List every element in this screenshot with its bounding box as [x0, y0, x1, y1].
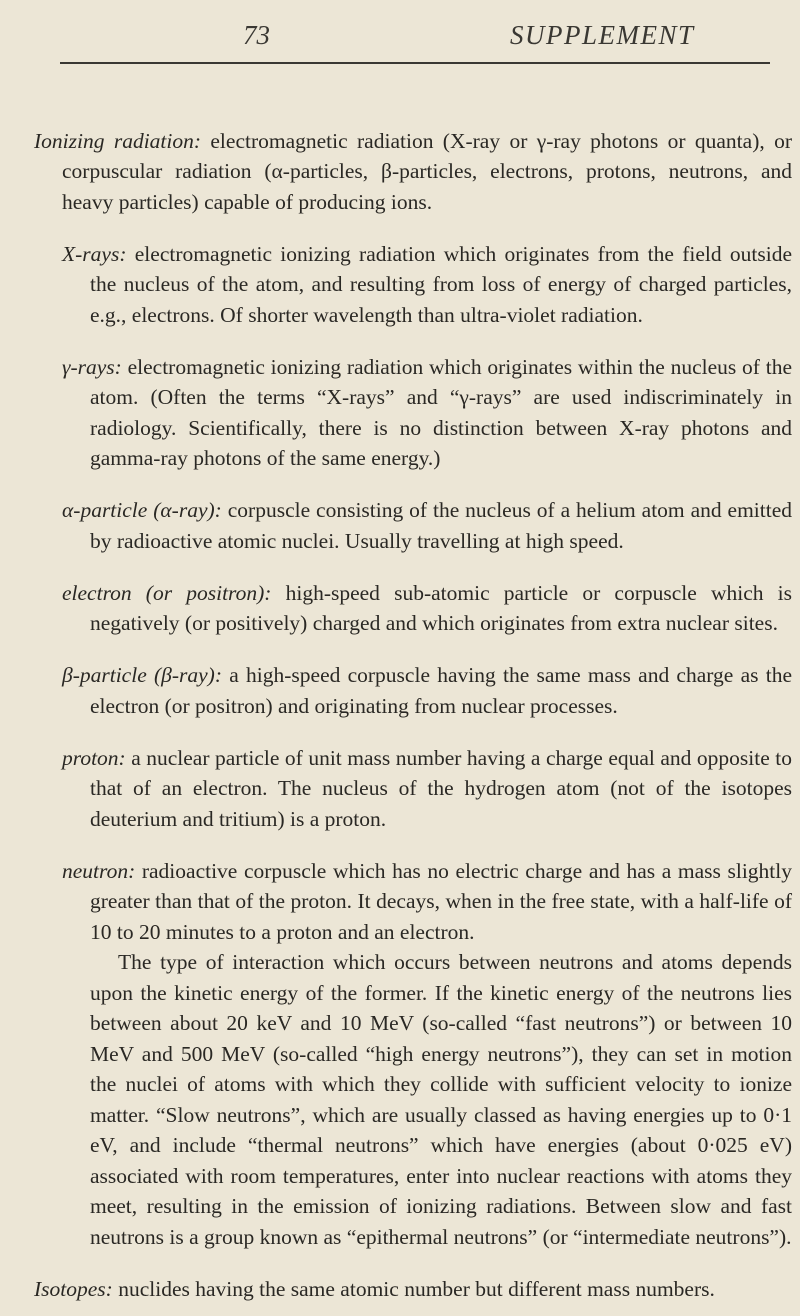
- entry-x-rays: [62, 239, 792, 331]
- entry-proton: [62, 743, 792, 835]
- entry-gamma-rays: [62, 352, 792, 474]
- term: electron (or positron):: [62, 580, 272, 605]
- term: proton:: [62, 745, 126, 770]
- entry-beta-particle: [62, 660, 792, 721]
- definition: a nuclear particle of unit mass number having a charge equal and opposite to that of an electron. The nucleus of the hydrogen atom (not of the isotopes deuterium and tritium) is a proton.: [90, 745, 792, 831]
- running-head: SUPPLEMENT: [510, 20, 695, 50]
- glossary: [0, 104, 800, 1316]
- term: neutron:: [62, 858, 136, 883]
- term: Isotopes:: [34, 1276, 113, 1301]
- definition: high-speed sub-atomic particle or corpuscle which is negatively (or positively) charged and which originates from extra nuclear sites.: [90, 580, 793, 635]
- term: γ-rays:: [62, 354, 122, 379]
- definition: electromagnetic radiation (X-ray or γ-ray photons or quanta), or corpuscular radiation (α-particles, β-particles, electrons, protons, neutrons, and heavy particles) capable of producing ions.: [62, 128, 792, 214]
- definition: electromagnetic ionizing radiation which originates from the field outside the nucleus of the atom, and resulting from loss of energy of charged particles, e.g., electrons. Of shorter wavelength than ultra-violet radiation.: [90, 241, 792, 327]
- header-rule: [60, 62, 770, 64]
- page-header: [0, 20, 800, 60]
- definition: electromagnetic ionizing radiation which originates within the nucleus of the atom. (Often the terms “X-rays” and “γ-rays” are used indiscriminately in radiology. Scientifically, there is no distinction between X-ray photons and gamma-ray photons of the same energy.): [90, 354, 792, 470]
- entry-ionizing-radiation: [34, 126, 792, 218]
- definition: nuclides having the same atomic number but different mass numbers.: [112, 1276, 715, 1301]
- entry-isotopes: [34, 1274, 792, 1305]
- entry-alpha-particle: [62, 495, 792, 556]
- definition: corpuscle consisting of the nucleus of a helium atom and emitted by radioactive atomic nuclei. Usually travelling at high speed.: [90, 498, 793, 553]
- entry-electron: [62, 578, 792, 639]
- term: Ionizing radiation:: [34, 128, 202, 153]
- definition: a high-speed corpuscle having the same mass and charge as the electron (or positron) and originating from nuclear processes.: [90, 663, 792, 718]
- term: α-particle (α-ray):: [62, 498, 222, 522]
- term: β-particle (β-ray):: [62, 663, 222, 687]
- entry-neutron: [62, 856, 792, 1253]
- page-number: 73: [243, 20, 270, 50]
- term: X-rays:: [62, 241, 127, 266]
- definition-continuation: The type of interaction which occurs between neutrons and atoms depends upon the kinetic energy of the former. If the kinetic energy of the neutrons lies between about 20 keV and 10 MeV (so-called “fast neutrons”) or between 10 MeV and 500 MeV (so-called “high energy neutrons”), they can set in motion the nuclei of atoms with which they collide with sufficient velocity to ionize matter. “Slow neutrons”, which are usually classed as having energies up to 0·1 eV, and include “thermal neutrons” which have energies (about 0·025 eV) associated with room temperatures, enter into nuclear reactions with atoms they meet, resulting in the emission of ionizing radiations. Between slow and fast neutrons is a group known as “epithermal neutrons” (or “intermediate neutrons”).: [90, 950, 792, 1249]
- definition: radioactive corpuscle which has no electric charge and has a mass slightly greater than that of the proton. It decays, when in the free state, with a half-life of 10 to 20 minutes to a proton and an electron.: [90, 858, 792, 944]
